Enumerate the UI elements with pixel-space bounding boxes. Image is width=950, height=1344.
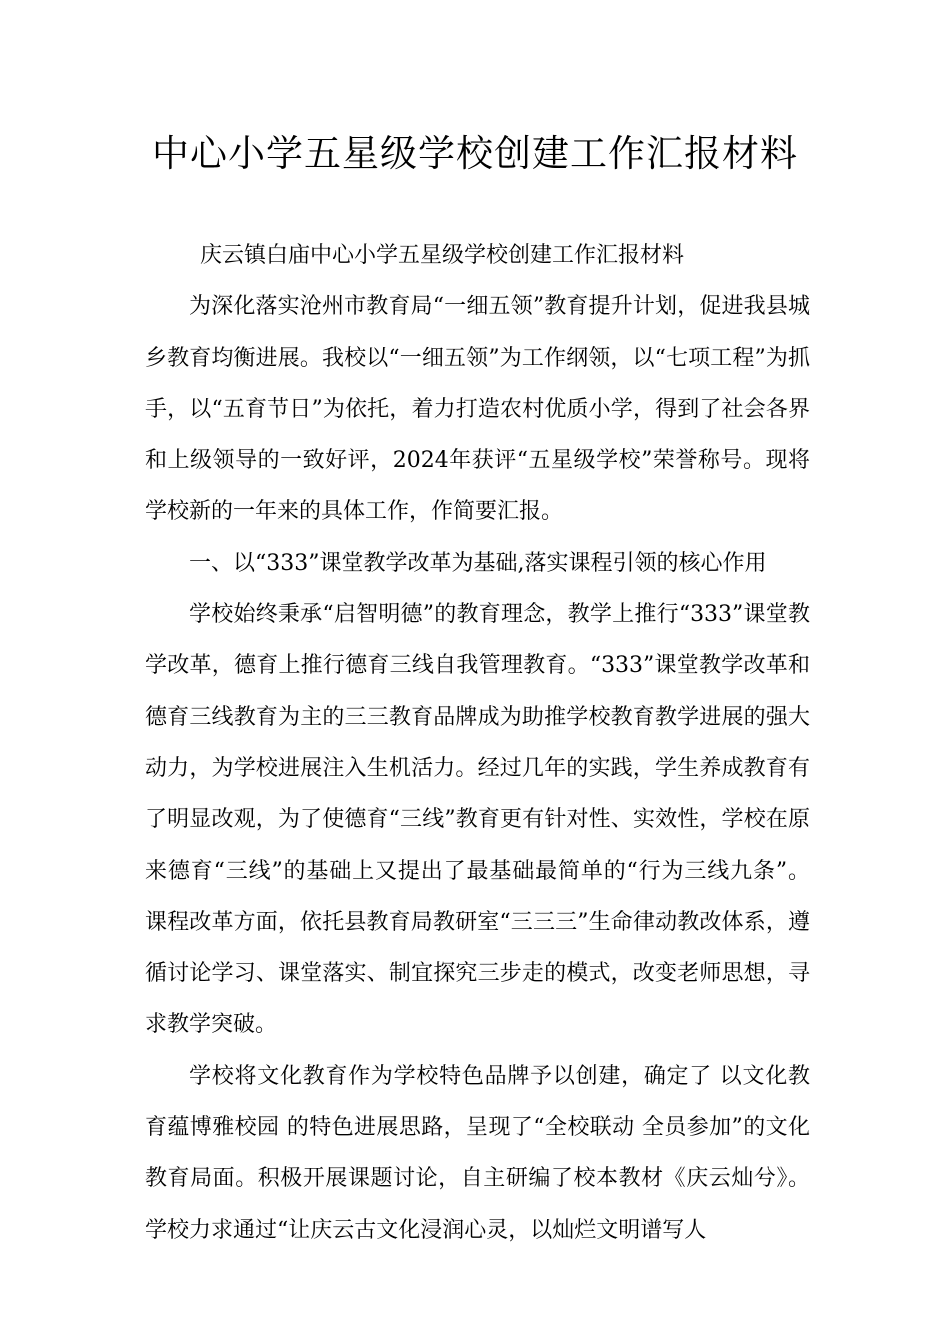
section-heading-1: 一、以“333”课堂教学改革为基础,落实课程引领的核心作用 bbox=[189, 550, 767, 576]
paragraph-curriculum: 学校始终秉承“启智明德”的教育理念，教学上推行“333”课堂教学改革，德育上推行德育三线自我管理教育。“333”课堂教学改革和德育三线教育为主的三三教育品牌成为助推学校教育教学进展的强大动力，为学校进展注入生机活力。经过几年的实践，学生养成教育有了明显改观，为了使德育“三线”教育更有针对性、实效性，学校在原来德育“三线”的基础上又提出了最基础最简单的“行为三线九条”。 课程改革方面，依托县教育局教研室“三三三”生命律动教改体系，遵循讨论学习、课堂落实、制宜探究三步走的模式，改变老师思想，寻求教学突破。 bbox=[145, 602, 810, 1038]
document-subtitle: 庆云镇白庙中心小学五星级学校创建工作汇报材料 bbox=[200, 243, 685, 268]
paragraph-intro: 为深化落实沧州市教育局“一细五领”教育提升计划，促进我县城乡教育均衡进展。我校以“一细五领”为工作纲领，以“七项工程”为抓手，以“五育节日”为依托，着力打造农村优质小学，得到了社会各界和上级领导的一致好评，2024年获评“五星级学校”荣誉称号。现将学校新的一年来的具体工作，作简要汇报。 bbox=[145, 294, 810, 525]
document-title: 中心小学五星级学校创建工作汇报材料 bbox=[152, 132, 798, 175]
paragraph-culture: 学校将文化教育作为学校特色品牌予以创建，确定了 以文化教育蕴博雅校园 的特色进展思路，呈现了“全校联动 全员参加”的文化教育局面。积极开展课题讨论，自主研编了校本教材《庆云灿兮》。学校力求通过“让庆云古文化浸润心灵，以灿烂文明谱写人 bbox=[145, 1063, 810, 1243]
document-body bbox=[145, 230, 810, 1256]
